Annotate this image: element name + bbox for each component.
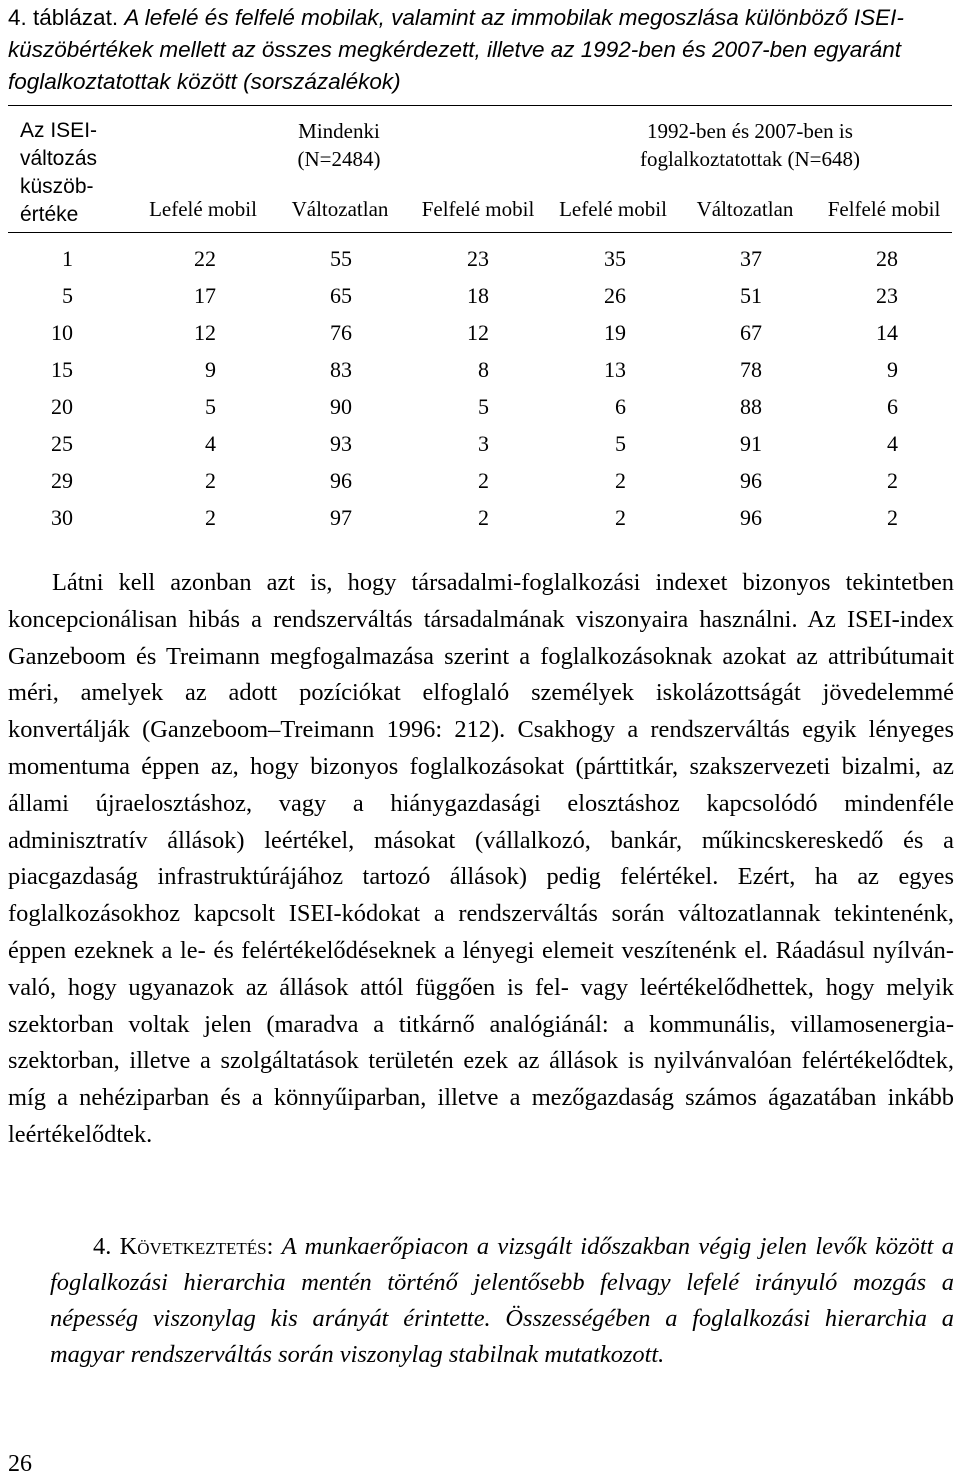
- table-row: [0, 388, 960, 425]
- header-line: változás: [20, 147, 98, 170]
- cell-value: 51: [740, 283, 762, 308]
- cell-value: 9: [887, 357, 898, 382]
- table-row: [0, 314, 960, 351]
- table-title: A lefelé és felfelé mobilak, valamint az immobilak megoszlása különböző ISEI-küszöbértékek mellett az összes megkérdezett, illetve az 1992-ben és 2007-ben egyaránt foglalkoztatottak között (sorszázalékok): [8, 5, 904, 94]
- table-row: [0, 351, 960, 388]
- cell-value: 65: [330, 283, 352, 308]
- cell-threshold: 1: [62, 246, 73, 271]
- cell-value: 91: [740, 431, 762, 456]
- table-row: [0, 462, 960, 499]
- cell-value: 22: [194, 246, 216, 271]
- cell-value: 90: [330, 394, 352, 419]
- cell-value: 83: [330, 357, 352, 382]
- header-line: 1992-ben és 2007-ben is: [647, 119, 853, 143]
- cell-threshold: 20: [51, 394, 73, 419]
- subheader-up-employed: Felfelé mobil: [827, 197, 941, 221]
- cell-value: 2: [615, 468, 626, 493]
- table-row: [0, 499, 960, 536]
- header-line: értéke: [20, 203, 79, 226]
- cell-value: 6: [615, 394, 626, 419]
- cell-value: 12: [467, 320, 489, 345]
- table-caption: [8, 2, 952, 98]
- page-number: 26: [8, 1451, 32, 1477]
- cell-value: 67: [740, 320, 762, 345]
- cell-value: 9: [205, 357, 216, 382]
- cell-value: 2: [205, 505, 216, 530]
- cell-value: 23: [876, 283, 898, 308]
- cell-value: 18: [467, 283, 489, 308]
- table-row: [0, 240, 960, 277]
- cell-value: 26: [604, 283, 626, 308]
- table-row: [0, 277, 960, 314]
- cell-threshold: 29: [51, 468, 73, 493]
- cell-value: 17: [194, 283, 216, 308]
- header-line: Mindenki: [298, 119, 380, 143]
- cell-value: 14: [876, 320, 898, 345]
- cell-value: 4: [205, 431, 216, 456]
- cell-threshold: 25: [51, 431, 73, 456]
- cell-value: 13: [604, 357, 626, 382]
- cell-value: 96: [330, 468, 352, 493]
- cell-threshold: 30: [51, 505, 73, 530]
- cell-threshold: 10: [51, 320, 73, 345]
- conclusion-label: 4. Következtetés:: [93, 1233, 274, 1260]
- cell-value: 5: [478, 394, 489, 419]
- cell-value: 97: [330, 505, 352, 530]
- table-row: [0, 425, 960, 462]
- cell-value: 37: [740, 246, 762, 271]
- cell-value: 5: [615, 431, 626, 456]
- cell-value: 78: [740, 357, 762, 382]
- cell-value: 23: [467, 246, 489, 271]
- cell-value: 96: [740, 505, 762, 530]
- cell-value: 93: [330, 431, 352, 456]
- cell-value: 3: [478, 431, 489, 456]
- header-line: foglalkoztatottak (N=648): [639, 147, 861, 171]
- cell-value: 2: [887, 505, 898, 530]
- cell-value: 2: [205, 468, 216, 493]
- cell-value: 2: [615, 505, 626, 530]
- cell-value: 2: [887, 468, 898, 493]
- header-line: (N=2484): [297, 147, 381, 171]
- cell-value: 19: [604, 320, 626, 345]
- subheader-down-employed: Lefelé mobil: [559, 197, 667, 221]
- cell-value: 28: [876, 246, 898, 271]
- table-header-rule: [8, 232, 952, 233]
- subheader-same-employed: Változatlan: [696, 197, 794, 221]
- subheader-up-all: Felfelé mobil: [421, 197, 535, 221]
- subheader-down-all: Lefelé mobil: [149, 197, 257, 221]
- subheader-same-all: Változatlan: [291, 197, 389, 221]
- cell-value: 55: [330, 246, 352, 271]
- cell-value: 2: [478, 505, 489, 530]
- cell-value: 8: [478, 357, 489, 382]
- cell-value: 96: [740, 468, 762, 493]
- cell-value: 76: [330, 320, 352, 345]
- conclusion-text: A munkaerőpiacon a vizsgált időszakban végig jelen levők között a foglalkozási hierarchia mentén történő jelentősebb felvagy lefelé irányuló mozgás a népesség viszonylag kis arányát érintette. Összességében a foglalkozási hierarchia a magyar rendszerváltás során viszonylag stabilnak mutatkozott.: [50, 1233, 954, 1368]
- header-line: Az ISEI-: [20, 119, 98, 142]
- cell-value: 6: [887, 394, 898, 419]
- header-line: küszöb-: [20, 175, 94, 198]
- table-number: 4. táblázat.: [8, 5, 119, 30]
- cell-value: 2: [478, 468, 489, 493]
- cell-value: 12: [194, 320, 216, 345]
- cell-value: 4: [887, 431, 898, 456]
- cell-threshold: 15: [51, 357, 73, 382]
- cell-value: 35: [604, 246, 626, 271]
- body-paragraph-text: Látni kell azonban azt is, hogy társadalmi-foglalkozási indexet bizonyos tekintetben koncepcionálisan hibás a rendszerváltás társadalmának viszonyaira használni. Az ISEI-index Ganzeboom és Treimann megfogalmazása szerint a foglalkozásoknak azokat az attribútumait méri, amelyek az adott pozíciókat elfoglaló személyek iskolázottságát jövedelemmé konvertálják (Ganzeboom–Treimann 1996: 212). Csakhogy a rendszerváltás egyik lényeges momentuma éppen az, hogy bizonyos foglalkozásokat (párttitkár, szakszervezeti bizalmi, az állami újraelosztáshoz, vagy a hiánygazdasági elosztáshoz kapcsolódó mindenféle adminisztratív állások) leértékel, másokat (vállalkozó, bankár, műkincskereskedő és a piacgazdaság infrastruktúrájához tartozó állások) pedig felértékel. Ezért, ha az egyes foglalkozásokhoz kapcsolt ISEI-kódokat a rendszerváltás során változatlannak tekintenénk, éppen ezeknek a le- és felértékelődéseknek a lényegi elemeit veszítenénk el. Ráadásul nyílvánvaló, hogy ugyanazok az állások attól függően is fel- vagy leértékelődhettek, hogy melyik szektorban voltak jelen (maradva a titkárnő analógiánál: a kommunális, villamosenergia-szektorban, illetve a szolgáltatások területén ezek az állások is nyilvánvalóan felértékelődtek, míg a nehéziparban és a könnyűiparban, illetve a mezőgazdaság számos ágazatában inkább leértékelődtek.: [8, 569, 954, 1148]
- body-paragraph: [8, 565, 954, 1154]
- cell-value: 88: [740, 394, 762, 419]
- cell-threshold: 5: [62, 283, 73, 308]
- cell-value: 5: [205, 394, 216, 419]
- table-top-rule: [8, 105, 952, 106]
- conclusion-block: [50, 1229, 954, 1373]
